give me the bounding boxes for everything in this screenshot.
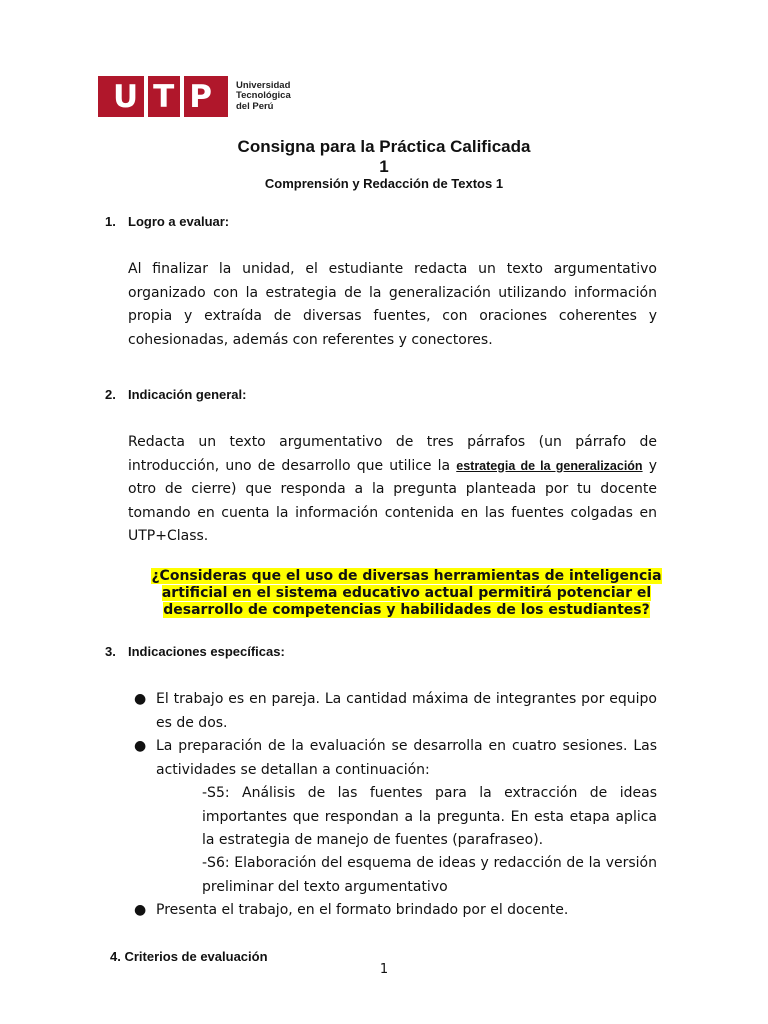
section-number: 1. [105,214,116,229]
list-item [134,735,657,782]
logo-line-1: Universidad [236,79,291,91]
utp-logo-mark [98,76,228,117]
indicacion-paragraph [128,431,657,549]
section-heading-logro [105,214,229,229]
bullet-icon: ● [134,738,147,754]
bullet-icon: ● [134,902,147,918]
indicacion-text-after: y otro de cierre) que responda a la pregunta planteada por tu docente tomando en cuenta la información contenida en las fuentes colgadas en UTP+Class. [128,457,657,544]
list-item-text: Presenta el trabajo, en el formato brindado por el docente. [156,902,569,918]
bullet-icon: ● [134,691,147,707]
section-heading-especificas [105,644,285,659]
question-text: ¿Consideras que el uso de diversas herramientas de inteligencia artificial en el sistema educativo actual permitirá potenciar el desarrollo de competencias y habilidades de los estudiantes? [151,568,662,618]
sub-item-s5: -S5: Análisis de las fuentes para la extracción de ideas importantes que respondan a la pregunta. En esta etapa aplica la estrategia de manejo de fuentes (parafraseo). [202,785,657,848]
utp-logo [98,76,291,117]
section-title: Indicaciones específicas: [128,644,285,659]
indicacion-text-before: Redacta un texto argumentativo de tres párrafos (un párrafo de introducción, uno de desarrollo que utilice la [128,434,657,474]
sub-item-s6: -S6: Elaboración del esquema de ideas y redacción de la versión preliminar del texto argumentativo [202,855,657,895]
logo-separator [144,76,148,117]
logro-paragraph: Al finalizar la unidad, el estudiante redacta un texto argumentativo organizado con la estrategia de la generalización utilizando información propia y extraída de diversas fuentes, con oraciones coherentes y cohesionadas, además con referentes y conectores. [128,261,657,348]
list-item [134,688,657,735]
document-subtitle: Comprensión y Redacción de Textos 1 [264,176,504,191]
list-item [134,899,657,923]
generalizacion-strategy-link: estrategia de la generalización [456,458,643,473]
page-number: 1 [379,962,389,977]
section-title: Indicación general: [128,387,247,402]
list-item-text: La preparación de la evaluación se desarrolla en cuatro sesiones. Las actividades se detallan a continuación: [156,738,657,778]
logo-letter-t: T [153,78,176,115]
logo-separator [180,76,184,117]
highlighted-question [128,568,685,619]
section-title: Logro a evaluar: [128,214,230,229]
section-number: 2. [105,387,116,402]
section-heading-indicacion [105,387,246,402]
list-item-text: El trabajo es en pareja. La cantidad máxima de integrantes por equipo es de dos. [156,691,657,731]
section-number: 3. [105,644,116,659]
section-number: 4. [110,949,121,964]
logo-letter-p: P [189,78,214,115]
logo-letter-u: U [112,78,140,115]
document-title-number: 1 [379,157,389,176]
section-title: Criterios de evaluación [124,949,268,964]
logo-line-2: Tecnológica [236,90,291,102]
logo-line-3: del Perú [236,100,274,112]
document-title: Consigna para la Práctica Calificada [237,137,531,156]
logo-wordmark [236,81,291,113]
